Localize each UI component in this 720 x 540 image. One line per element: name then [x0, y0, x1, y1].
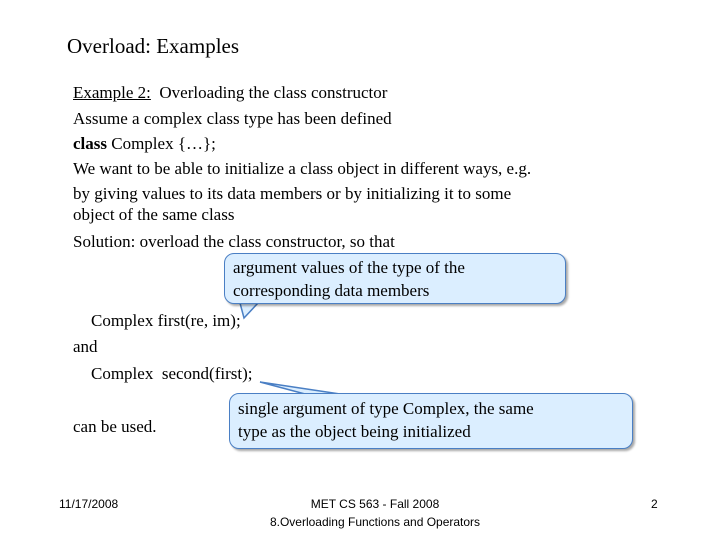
callout1-line2: corresponding data members — [233, 281, 430, 300]
class-declaration-rest: Complex {…}; — [107, 134, 216, 153]
example-label: Example 2: — [73, 83, 151, 102]
callout-single-argument — [229, 393, 633, 449]
code-first: Complex first(re, im); — [91, 311, 241, 330]
code-second: Complex second(first); — [91, 364, 253, 383]
callout1-pointer — [240, 303, 258, 318]
goal-line-1: We want to be able to initialize a class object in different ways, e.g. — [73, 159, 532, 178]
callout2-line2: type as the object being initialized — [238, 422, 471, 441]
footer-page-number: 2 — [651, 497, 658, 511]
footer-course: MET CS 563 - Fall 2008 — [310, 497, 440, 511]
can-be-used-text: can be used. — [73, 417, 157, 436]
footer-chapter: 8.Overloading Functions and Operators — [269, 515, 481, 529]
callout-argument-values — [224, 253, 566, 304]
class-keyword: class — [73, 134, 107, 153]
slide-title: Overload: Examples — [67, 34, 240, 58]
assume-line: Assume a complex class type has been defined — [73, 109, 392, 128]
goal-line-2: by giving values to its data members or by initializing it to some — [73, 184, 512, 203]
goal-line-3: object of the same class — [73, 205, 235, 224]
footer-date: 11/17/2008 — [59, 497, 119, 511]
callout1-line1: argument values of the type of the — [233, 258, 465, 277]
example-heading: Overloading the class constructor — [150, 83, 388, 102]
solution-line: Solution: overload the class constructor, so that — [73, 232, 395, 251]
callout2-line1: single argument of type Complex, the same — [238, 399, 534, 418]
and-text: and — [73, 337, 98, 356]
